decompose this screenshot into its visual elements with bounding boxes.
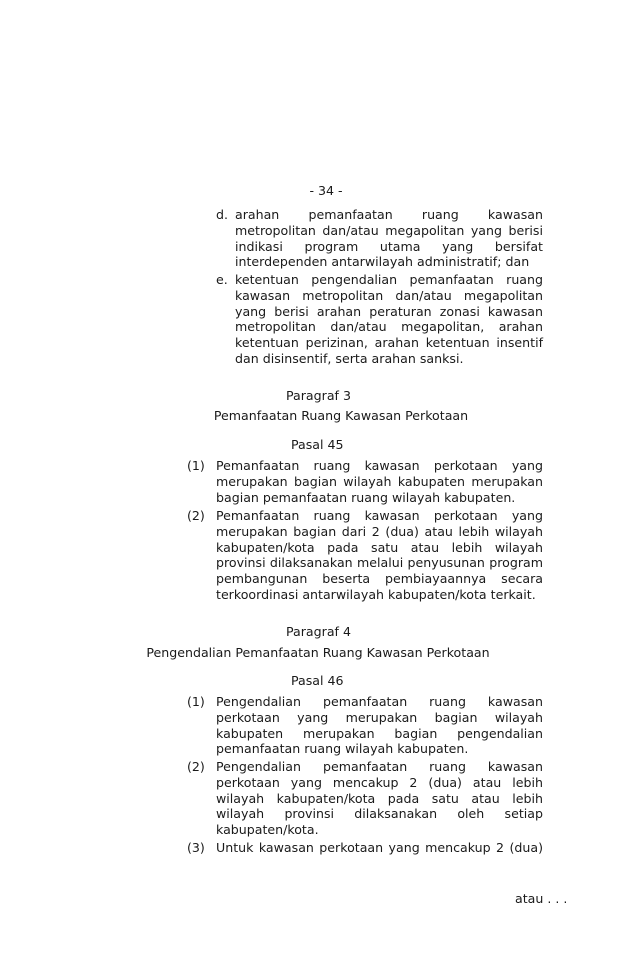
paragraf-4-heading: Paragraf 4 — [286, 624, 351, 639]
list-item-text: arahan pemanfaatan ruang kawasan metropolitan dan/atau megapolitan yang berisi indikasi program utama yang bersifat interdependen antarwilayah administratif; dan — [235, 207, 543, 270]
pasal-45-heading: Pasal 45 — [291, 437, 344, 452]
paragraf-3-heading: Paragraf 3 — [286, 388, 351, 403]
list-item-label: (2) — [187, 508, 205, 523]
paragraf-4-title: Pengendalian Pemanfaatan Ruang Kawasan Perkotaan — [146, 645, 490, 660]
list-item-label: e. — [216, 272, 228, 287]
list-item-text: ketentuan pengendalian pemanfaatan ruang kawasan metropolitan dan/atau megapolitan yang berisi arahan peraturan zonasi kawasan metropolitan dan/atau megapolitan, arahan ketentuan perizinan, arahan ketentuan insentif dan disinsentif, serta arahan sanksi. — [235, 272, 543, 366]
list-item-label: (3) — [187, 840, 205, 855]
list-item-label: d. — [216, 207, 228, 222]
list-item-label: (1) — [187, 694, 205, 709]
list-item-text: Pengendalian pemanfaatan ruang kawasan perkotaan yang merupakan bagian wilayah kabupaten merupakan bagian pengendalian pemanfaatan ruang wilayah kabupaten. — [216, 694, 543, 757]
list-item-text: Pemanfaatan ruang kawasan perkotaan yang merupakan bagian dari 2 (dua) atau lebih wilayah kabupaten/kota pada satu atau lebih wilayah provinsi dilaksanakan melalui penyusunan program pembangunan beserta pembiayaannya secara terkoordinasi antarwilayah kabupaten/kota terkait. — [216, 508, 543, 602]
page-number: - 34 - — [309, 183, 343, 198]
pasal-46-heading: Pasal 46 — [291, 673, 344, 688]
list-item-text: Pengendalian pemanfaatan ruang kawasan perkotaan yang mencakup 2 (dua) atau lebih wilayah kabupaten/kota pada satu atau lebih wilayah provinsi dilaksanakan oleh setiap kabupaten/kota. — [216, 759, 543, 838]
paragraf-3-title: Pemanfaatan Ruang Kawasan Perkotaan — [213, 408, 469, 423]
continuation-text: atau . . . — [515, 891, 568, 906]
list-item-text: Untuk kawasan perkotaan yang mencakup 2 (dua) — [216, 840, 543, 855]
list-item-label: (1) — [187, 458, 205, 473]
list-item-label: (2) — [187, 759, 205, 774]
list-item-text: Pemanfaatan ruang kawasan perkotaan yang merupakan bagian wilayah kabupaten merupakan bagian pemanfaatan ruang wilayah kabupaten. — [216, 458, 543, 505]
